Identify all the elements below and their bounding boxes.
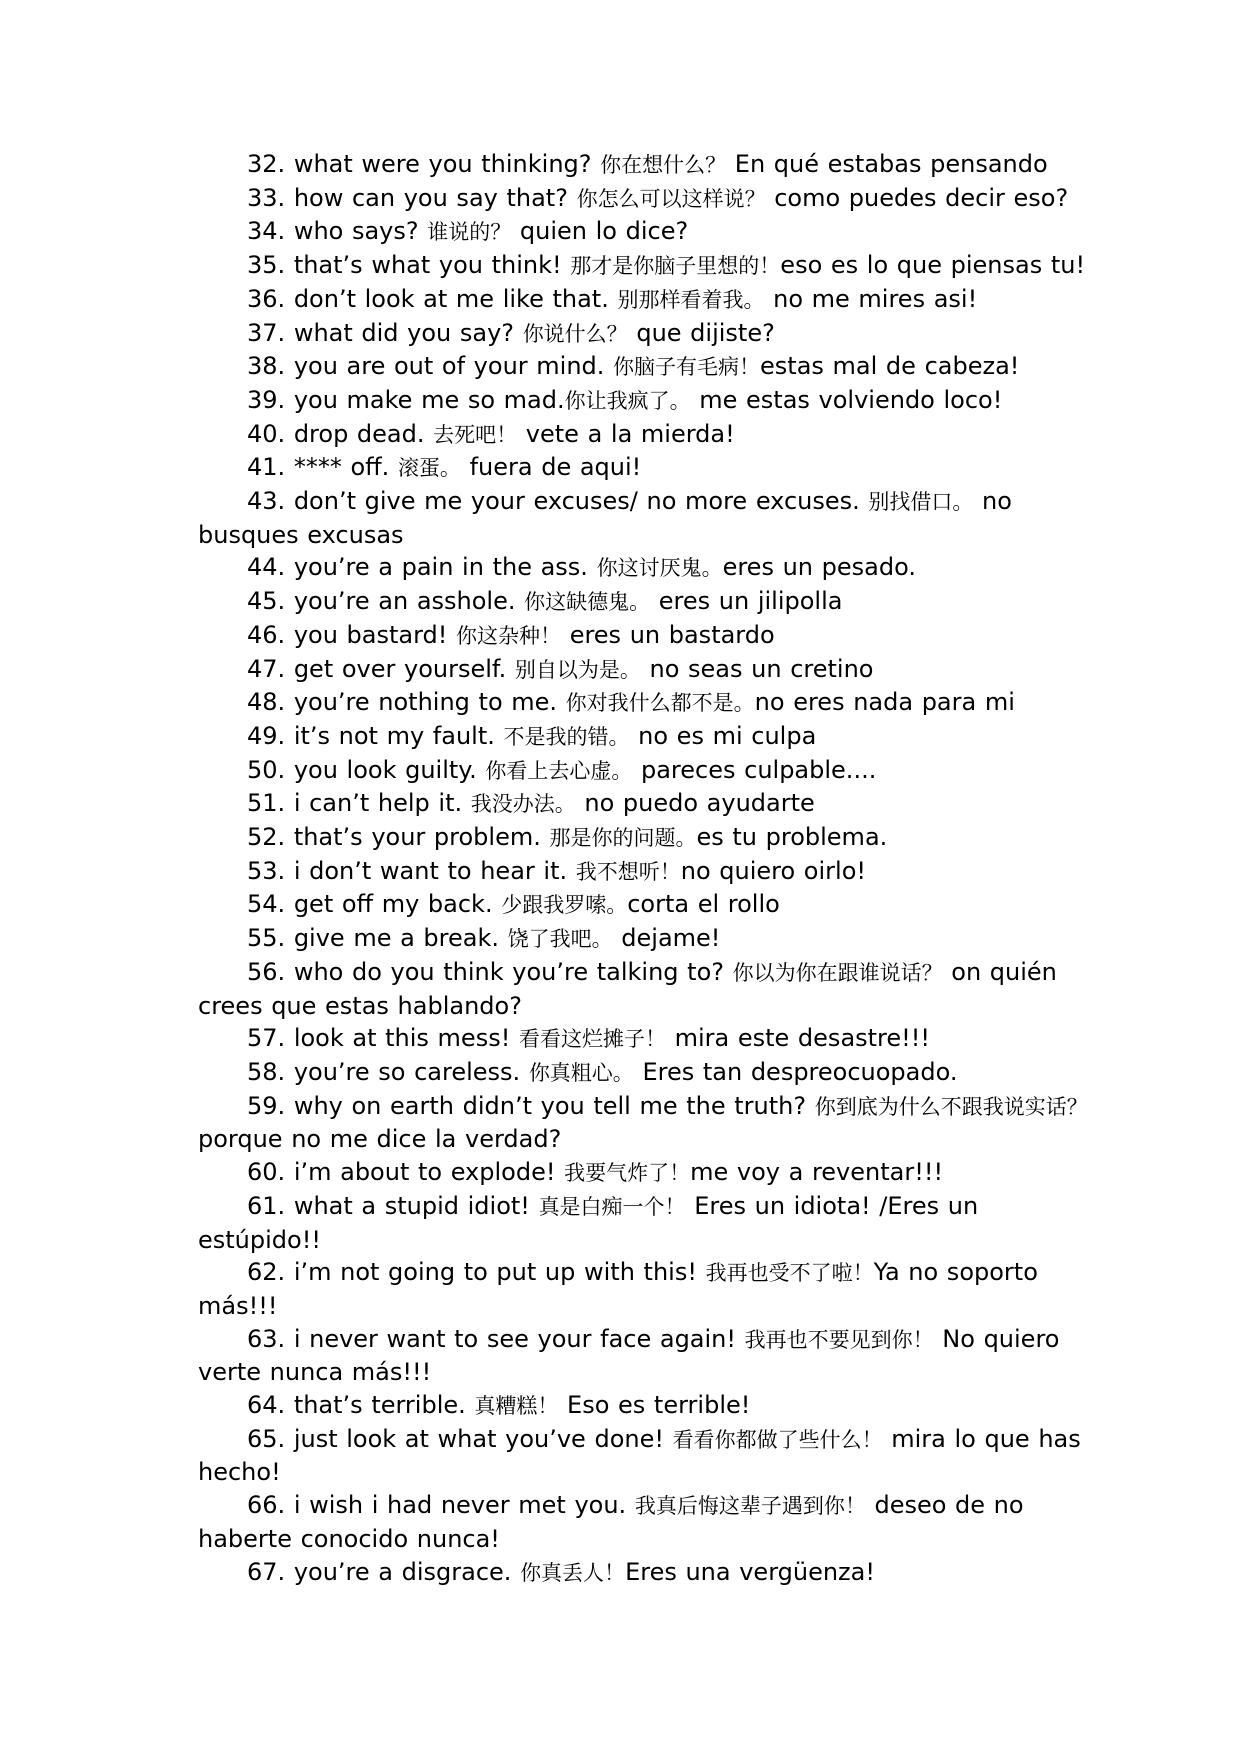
english-phrase: you’re so careless. <box>293 1057 521 1086</box>
chinese-phrase: 你对我什么都不是。 <box>565 691 755 716</box>
english-phrase: i never want to see your face again! <box>293 1324 737 1353</box>
phrase-entry <box>198 1022 1094 1056</box>
english-phrase: i wish i had never met you. <box>293 1491 627 1520</box>
spanish-phrase: on quién crees que estas hablando? <box>198 957 1057 1020</box>
chinese-phrase: 那是你的问题。 <box>549 826 697 851</box>
entry-number: 38. <box>247 352 286 381</box>
entry-number: 53. <box>247 856 286 885</box>
spanish-phrase: No quiero verte nunca más!!! <box>198 1324 1060 1387</box>
phrase-entry <box>198 653 1094 687</box>
chinese-phrase: 你怎么可以这样说？ <box>576 186 766 211</box>
entry-number: 62. <box>247 1258 286 1287</box>
spanish-phrase: Eres una vergüenza! <box>625 1557 875 1586</box>
entry-number: 41. <box>247 453 286 482</box>
chinese-phrase: 谁说的？ <box>427 220 512 245</box>
english-phrase: you’re a pain in the ass. <box>293 553 588 582</box>
entry-number: 67. <box>247 1557 286 1586</box>
entry-number: 47. <box>247 654 286 683</box>
spanish-phrase: eres un pesado. <box>722 553 916 582</box>
english-phrase: you bastard! <box>293 620 448 649</box>
spanish-phrase: vete a la mierda! <box>525 419 735 448</box>
english-phrase: you are out of your mind. <box>293 352 605 381</box>
entry-number: 39. <box>247 385 286 414</box>
spanish-phrase: Eres tan despreocuopado. <box>642 1057 958 1086</box>
english-phrase: who says? <box>293 217 419 246</box>
entry-number: 35. <box>247 251 286 280</box>
chinese-phrase: 真是白痴一个！ <box>538 1194 686 1219</box>
phrase-entry <box>198 686 1094 720</box>
chinese-phrase: 少跟我罗嗦。 <box>501 893 628 918</box>
entry-number: 51. <box>247 789 286 818</box>
english-phrase: you’re a disgrace. <box>293 1557 512 1586</box>
phrase-entry <box>198 551 1094 585</box>
chinese-phrase: 我再也受不了啦！ <box>705 1261 874 1286</box>
phrase-entry <box>198 888 1094 922</box>
spanish-phrase: Ya no soporto más!!! <box>198 1258 1038 1320</box>
phrase-entry <box>198 1056 1094 1090</box>
chinese-phrase: 你看上去心虚。 <box>485 758 633 783</box>
entry-number: 57. <box>247 1024 286 1053</box>
chinese-phrase: 那才是你脑子里想的！ <box>570 254 781 279</box>
entry-number: 66. <box>247 1491 286 1520</box>
spanish-phrase: Eres un idiota! /Eres un estúpido!! <box>198 1191 979 1254</box>
phrase-entry <box>198 1090 1094 1156</box>
entry-number: 49. <box>247 721 286 750</box>
spanish-phrase: no seas un cretino <box>649 654 874 683</box>
phrase-entry <box>198 754 1094 788</box>
spanish-phrase: me estas volviendo loco! <box>699 385 1003 414</box>
english-phrase: who do you think you’re talking to? <box>293 957 724 986</box>
english-phrase: you’re nothing to me. <box>293 688 558 717</box>
entry-number: 48. <box>247 688 286 717</box>
phrase-entry <box>198 585 1094 619</box>
spanish-phrase: quien lo dice? <box>519 217 689 246</box>
spanish-phrase: no me mires asi! <box>773 284 978 313</box>
chinese-phrase: 我再也不要见到你！ <box>744 1327 934 1352</box>
spanish-phrase: estas mal de cabeza! <box>760 352 1020 381</box>
spanish-phrase: no eres nada para mi <box>754 688 1015 717</box>
phrase-entry <box>198 283 1094 317</box>
chinese-phrase: 滚蛋。 <box>397 456 461 481</box>
entry-number: 50. <box>247 755 286 784</box>
chinese-phrase: 你以为你在跟谁说话？ <box>732 960 943 985</box>
spanish-phrase: no busques excusas <box>198 487 1012 549</box>
spanish-phrase: que dijiste? <box>636 318 775 347</box>
chinese-phrase: 看看这烂摊子！ <box>518 1027 666 1052</box>
chinese-phrase: 别自以为是。 <box>514 657 641 682</box>
chinese-phrase: 我要气炸了！ <box>564 1161 691 1186</box>
english-phrase: you make me so mad. <box>293 385 565 414</box>
entry-number: 33. <box>247 183 286 212</box>
phrase-entry <box>198 1156 1094 1190</box>
entry-number: 46. <box>247 620 286 649</box>
chinese-phrase: 你这缺德鬼。 <box>524 590 651 615</box>
english-phrase: what a stupid idiot! <box>293 1191 530 1220</box>
english-phrase: give me a break. <box>293 924 499 953</box>
entry-number: 43. <box>247 487 286 516</box>
chinese-phrase: 你这杂种！ <box>456 623 562 648</box>
english-phrase: that’s terrible. <box>293 1391 466 1420</box>
spanish-phrase: es tu problema. <box>696 823 888 852</box>
entry-number: 40. <box>247 419 286 448</box>
phrase-entry <box>198 1389 1094 1423</box>
phrase-entry <box>198 350 1094 384</box>
entry-number: 58. <box>247 1057 286 1086</box>
phrase-entry <box>198 1190 1094 1256</box>
spanish-phrase: eres un jilipolla <box>658 587 843 616</box>
chinese-phrase: 不是我的错。 <box>503 724 630 749</box>
chinese-phrase: 你让我疯了。 <box>564 388 691 413</box>
entry-number: 34. <box>247 217 286 246</box>
english-phrase: that’s what you think! <box>293 251 562 280</box>
phrase-entry <box>198 485 1094 551</box>
spanish-phrase: mira este desastre!!! <box>674 1024 931 1053</box>
chinese-phrase: 别那样看着我。 <box>617 287 765 312</box>
phrase-entry <box>198 317 1094 351</box>
entry-number: 36. <box>247 284 286 313</box>
phrase-entry <box>198 148 1094 182</box>
entry-number: 32. <box>247 150 286 178</box>
entry-number: 52. <box>247 823 286 852</box>
entry-number: 54. <box>247 890 286 919</box>
english-phrase: drop dead. <box>293 419 425 448</box>
spanish-phrase: corta el rollo <box>627 890 780 919</box>
spanish-phrase: pareces culpable.... <box>640 755 877 784</box>
phrase-entry <box>198 787 1094 821</box>
entry-number: 37. <box>247 318 286 347</box>
phrase-entry <box>198 249 1094 283</box>
phrase-entry <box>198 855 1094 889</box>
spanish-phrase: me voy a reventar!!! <box>690 1158 944 1187</box>
chinese-phrase: 饶了我吧。 <box>507 927 613 952</box>
english-phrase: how can you say that? <box>293 183 568 212</box>
english-phrase: what were you thinking? <box>293 150 592 178</box>
spanish-phrase: deseo de no haberte conocido nunca! <box>198 1491 1024 1553</box>
english-phrase: it’s not my fault. <box>293 721 495 750</box>
english-phrase: don’t give me your excuses/ no more excuses. <box>293 487 860 516</box>
chinese-phrase: 别找借口。 <box>868 490 974 515</box>
english-phrase: get off my back. <box>293 890 493 919</box>
english-phrase: why on earth didn’t you tell me the truth? <box>293 1091 807 1120</box>
chinese-phrase: 我不想听！ <box>575 859 681 884</box>
entry-number: 64. <box>247 1391 286 1420</box>
spanish-phrase: mira lo que has hecho! <box>198 1424 1081 1487</box>
phrase-entry <box>198 1423 1094 1489</box>
english-phrase: just look at what you’ve done! <box>293 1424 664 1453</box>
entry-number: 44. <box>247 553 286 582</box>
phrase-entry <box>198 1489 1094 1555</box>
spanish-phrase: En qué estabas pensando <box>734 150 1048 178</box>
chinese-phrase: 你说什么？ <box>522 321 628 346</box>
chinese-phrase: 你真丢人！ <box>520 1560 626 1585</box>
phrase-list <box>198 148 1094 1589</box>
phrase-entry <box>198 1323 1094 1389</box>
phrase-entry <box>198 922 1094 956</box>
english-phrase: you look guilty. <box>293 755 477 784</box>
phrase-entry <box>198 1556 1094 1590</box>
chinese-phrase: 你脑子有毛病！ <box>613 355 761 380</box>
phrase-entry <box>198 384 1094 418</box>
spanish-phrase: fuera de aqui! <box>469 453 642 482</box>
phrase-entry <box>198 215 1094 249</box>
spanish-phrase: no puedo ayudarte <box>584 789 815 818</box>
phrase-entry <box>198 956 1094 1022</box>
spanish-phrase: como puedes decir eso? <box>774 183 1069 212</box>
english-phrase: get over yourself. <box>293 654 507 683</box>
phrase-entry <box>198 720 1094 754</box>
english-phrase: i’m about to explode! <box>293 1158 556 1187</box>
chinese-phrase: 真糟糕！ <box>474 1394 559 1419</box>
chinese-phrase: 你真粗心。 <box>528 1060 634 1085</box>
spanish-phrase: eres un bastardo <box>569 620 775 649</box>
phrase-entry <box>198 182 1094 216</box>
phrase-entry <box>198 821 1094 855</box>
english-phrase: don’t look at me like that. <box>293 284 609 313</box>
chinese-phrase: 你到底为什么不跟我说实话？ <box>814 1094 1088 1119</box>
chinese-phrase: 你在想什么？ <box>600 153 727 177</box>
english-phrase: what did you say? <box>293 318 515 347</box>
english-phrase: you’re an asshole. <box>293 587 516 616</box>
entry-number: 61. <box>247 1191 286 1220</box>
english-phrase: look at this mess! <box>293 1024 511 1053</box>
entry-number: 59. <box>247 1091 286 1120</box>
entry-number: 45. <box>247 587 286 616</box>
entry-number: 60. <box>247 1158 286 1187</box>
phrase-entry <box>198 418 1094 452</box>
entry-number: 56. <box>247 957 286 986</box>
phrase-entry <box>198 619 1094 653</box>
entry-number: 55. <box>247 924 286 953</box>
english-phrase: i can’t help it. <box>293 789 463 818</box>
chinese-phrase: 去死吧！ <box>433 422 518 447</box>
spanish-phrase: no quiero oirlo! <box>680 856 866 885</box>
phrase-entry <box>198 451 1094 485</box>
english-phrase: that’s your problem. <box>293 823 541 852</box>
spanish-phrase: dejame! <box>621 924 721 953</box>
entry-number: 65. <box>247 1424 286 1453</box>
english-phrase: i don’t want to hear it. <box>293 856 568 885</box>
chinese-phrase: 我没办法。 <box>470 792 576 817</box>
english-phrase: i’m not going to put up with this! <box>293 1258 697 1287</box>
chinese-phrase: 我真后悔这辈子遇到你！ <box>634 1494 866 1519</box>
entry-number: 63. <box>247 1324 286 1353</box>
chinese-phrase: 你这讨厌鬼。 <box>596 556 723 581</box>
spanish-phrase: Eso es terrible! <box>567 1391 751 1420</box>
phrase-entry <box>198 1256 1094 1322</box>
spanish-phrase: porque no me dice la verdad? <box>198 1125 562 1154</box>
spanish-phrase: eso es lo que piensas tu! <box>780 251 1086 280</box>
spanish-phrase: no es mi culpa <box>638 721 817 750</box>
chinese-phrase: 看看你都做了些什么！ <box>672 1427 883 1452</box>
english-phrase: **** off. <box>293 453 390 482</box>
